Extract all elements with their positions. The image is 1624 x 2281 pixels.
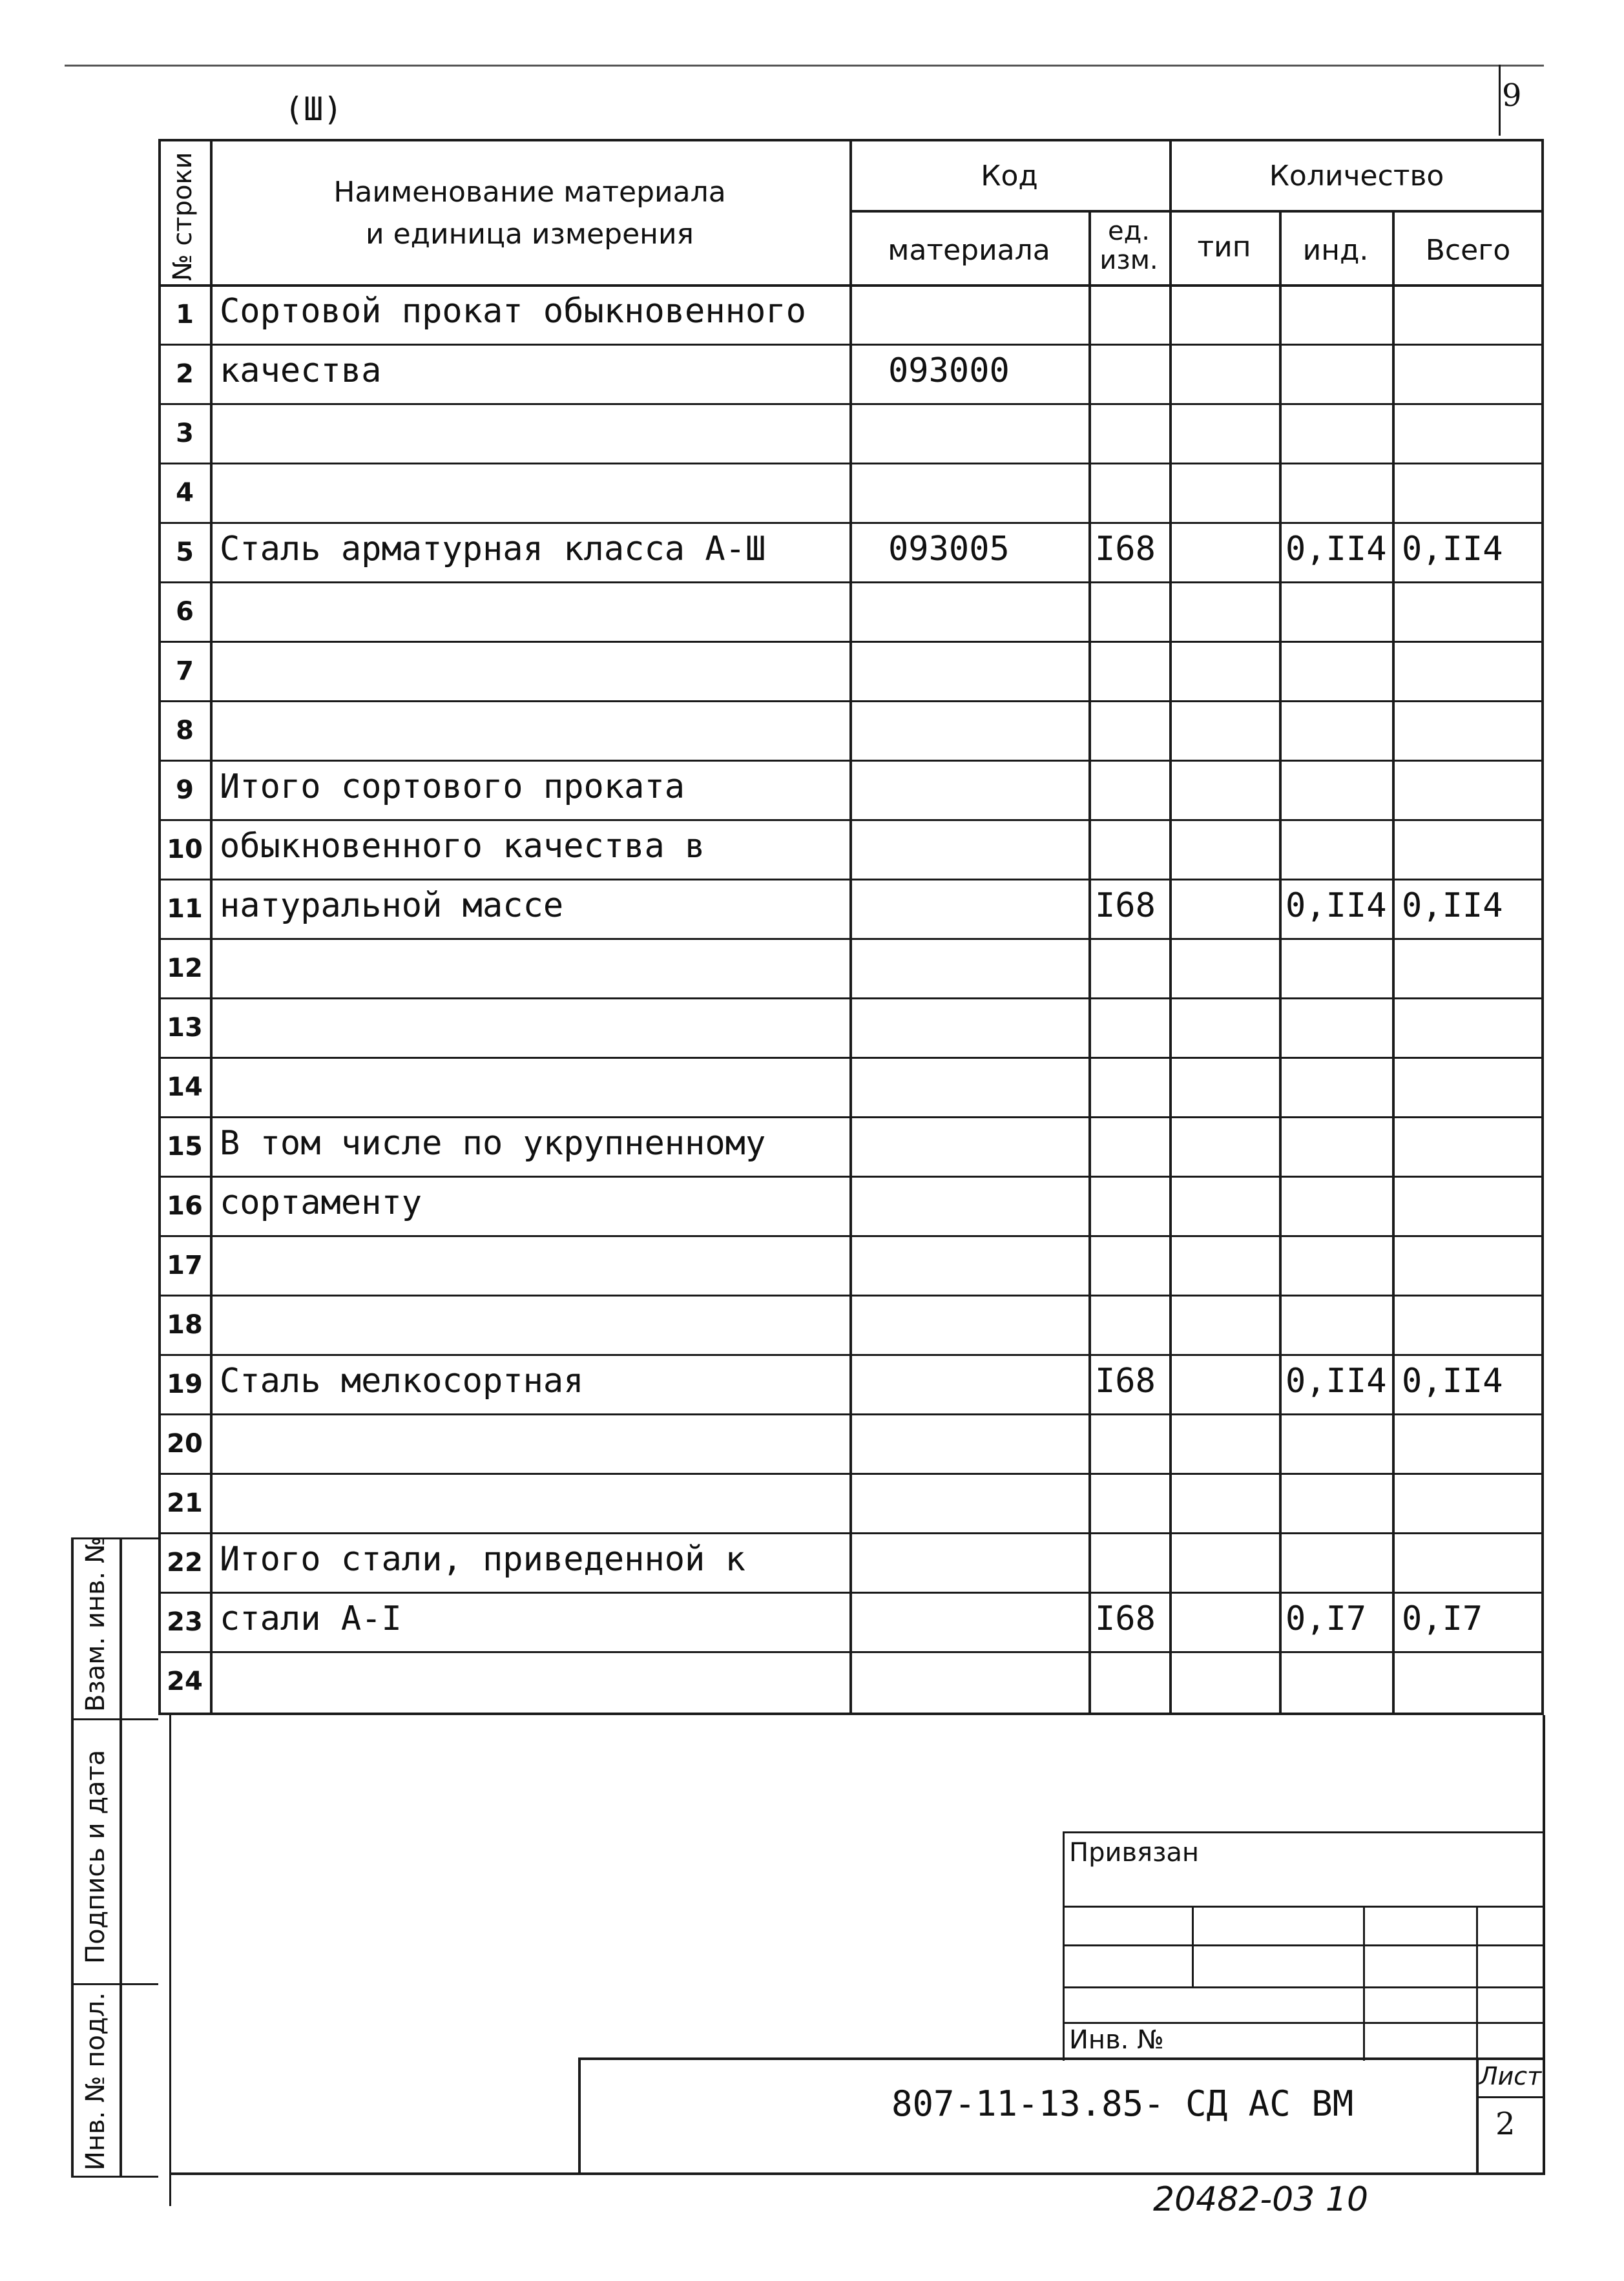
side-strip-sep1: [71, 1718, 158, 1720]
cell-unit: I68: [1095, 1599, 1156, 1638]
side-strip-outer: [71, 1537, 74, 2177]
stamp-privyazan: Привязан: [1069, 1838, 1200, 1868]
cell-name: качества: [220, 351, 382, 390]
cell-code: 093000: [888, 351, 1010, 390]
cell-total: 0,I7: [1402, 1599, 1483, 1638]
row-number: 8: [176, 716, 194, 745]
row-separator: [158, 1592, 1544, 1594]
title-block-sheet-sep: [1476, 2057, 1479, 2174]
row-number: 22: [167, 1548, 203, 1578]
stamp-row2: [1063, 1944, 1544, 1946]
document-designation: 807-11-13.85- СД АС ВМ: [891, 2083, 1354, 2124]
cell-name: стали А-I: [220, 1599, 402, 1638]
row-number: 20: [167, 1429, 203, 1459]
row-separator: [158, 463, 1544, 464]
row-separator: [158, 1532, 1544, 1534]
stamp-row1: [1063, 1906, 1544, 1908]
header-name-line2: и единица измерения: [365, 218, 694, 251]
header-qty-type: тип: [1197, 231, 1251, 264]
header-unit-line1: ед.: [1108, 216, 1150, 246]
page-number: 9: [1502, 78, 1522, 114]
row-number: 2: [176, 359, 194, 389]
cell-name: обыкновенного качества в: [220, 827, 705, 866]
right-tick: [1499, 65, 1501, 136]
row-number: 7: [176, 656, 194, 686]
row-separator: [158, 1651, 1544, 1653]
field-podpis-data: Подпись и дата: [81, 1749, 110, 1964]
cell-name: В том числе по укрупненному: [220, 1124, 766, 1163]
cell-ind: 0,II4: [1286, 1362, 1387, 1401]
row-separator: [158, 641, 1544, 643]
sheet-number: 2: [1495, 2106, 1515, 2142]
row-number: 17: [167, 1251, 203, 1280]
row-number: 18: [167, 1310, 203, 1340]
footer-number: 20482-03 10: [1153, 2180, 1369, 2219]
row-separator: [158, 938, 1544, 940]
stamp-col3: [1476, 1906, 1478, 2061]
row-number: 23: [167, 1607, 203, 1637]
stamp-inv-no: Инв. №: [1069, 2025, 1164, 2055]
header-qty-total: Всего: [1425, 234, 1511, 267]
cell-name: сортаменту: [220, 1183, 422, 1222]
side-strip-bottom: [71, 2176, 158, 2178]
series-mark: (Ш): [284, 90, 343, 128]
row-number: 5: [176, 537, 194, 567]
row-separator: [158, 403, 1544, 405]
cell-total: 0,II4: [1402, 886, 1503, 925]
row-separator: [158, 1057, 1544, 1059]
row-separator: [158, 997, 1544, 999]
row-number: 6: [176, 597, 194, 627]
row-separator: [158, 344, 1544, 346]
title-block-left: [578, 2057, 581, 2174]
cell-total: 0,II4: [1402, 530, 1503, 568]
side-strip-sep2: [71, 1983, 158, 1985]
top-border: [65, 65, 1544, 67]
row-separator: [158, 700, 1544, 702]
cell-name: Сталь арматурная класса А-Ш: [220, 530, 766, 568]
header-qty-ind: инд.: [1302, 234, 1369, 267]
row-separator: [158, 1116, 1544, 1118]
row-separator: [158, 581, 1544, 583]
row-number: 24: [167, 1667, 203, 1696]
row-number: 13: [167, 1013, 203, 1043]
cell-code: 093005: [888, 530, 1010, 568]
cell-name: Итого стали, приведенной к: [220, 1540, 745, 1579]
row-separator: [158, 760, 1544, 762]
row-separator: [158, 1413, 1544, 1415]
row-number: 1: [176, 300, 194, 329]
row-separator: [158, 879, 1544, 880]
cell-unit: I68: [1095, 1362, 1156, 1401]
cell-name: Сортовой прокат обыкновенного: [220, 292, 806, 331]
stamp-row4: [1063, 2022, 1544, 2024]
row-number: 15: [167, 1132, 203, 1161]
stamp-col2: [1363, 1906, 1365, 2061]
row-separator: [158, 819, 1544, 821]
row-number: 10: [167, 835, 203, 864]
cell-unit: I68: [1095, 530, 1156, 568]
cell-ind: 0,I7: [1286, 1599, 1367, 1638]
row-number: 9: [176, 775, 194, 805]
row-number: 16: [167, 1191, 203, 1221]
row-number: 19: [167, 1370, 203, 1399]
row-separator: [158, 1235, 1544, 1237]
bottom-frame-bottom: [169, 2172, 1545, 2175]
row-number: 3: [176, 419, 194, 448]
header-row-no: № строки: [168, 152, 198, 281]
header-code-material: материала: [888, 234, 1050, 267]
cell-name: натуральной массе: [220, 886, 564, 925]
row-separator: [158, 522, 1544, 524]
title-block-top: [578, 2057, 1544, 2060]
row-number: 14: [167, 1072, 203, 1102]
stamp-row3: [1063, 1986, 1544, 1988]
row-separator: [158, 1354, 1544, 1356]
cell-unit: I68: [1095, 886, 1156, 925]
row-number: 4: [176, 478, 194, 508]
stamp-col1: [1192, 1906, 1194, 1986]
cell-total: 0,II4: [1402, 1362, 1503, 1401]
row-separator: [158, 1473, 1544, 1475]
left-edge-line: [169, 1715, 171, 2206]
row-number: 12: [167, 953, 203, 983]
header-name-line1: Наименование материала: [333, 176, 726, 209]
cell-name: Сталь мелкосортная: [220, 1362, 584, 1401]
header-qty-group: Количество: [1269, 160, 1444, 193]
row-number: 21: [167, 1488, 203, 1518]
cell-ind: 0,II4: [1286, 886, 1387, 925]
header-unit-line2: изм.: [1099, 245, 1158, 275]
header-code-group: Код: [981, 160, 1038, 193]
row-separator: [158, 1176, 1544, 1178]
row-separator: [158, 1295, 1544, 1297]
row-number: 11: [167, 894, 203, 924]
title-block-sheet-row: [1476, 2096, 1544, 2098]
field-inv-podl: Инв. № подл.: [81, 1992, 110, 2171]
side-strip-inner: [120, 1537, 122, 2177]
materials-table: [158, 139, 1544, 1715]
stamp-box-top: [1063, 1831, 1544, 1833]
cell-ind: 0,II4: [1286, 530, 1387, 568]
cell-name: Итого сортового проката: [220, 767, 685, 806]
field-vzam-inv: Взам. инв. №: [81, 1536, 110, 1712]
sheet-label: Лист: [1479, 2062, 1542, 2090]
